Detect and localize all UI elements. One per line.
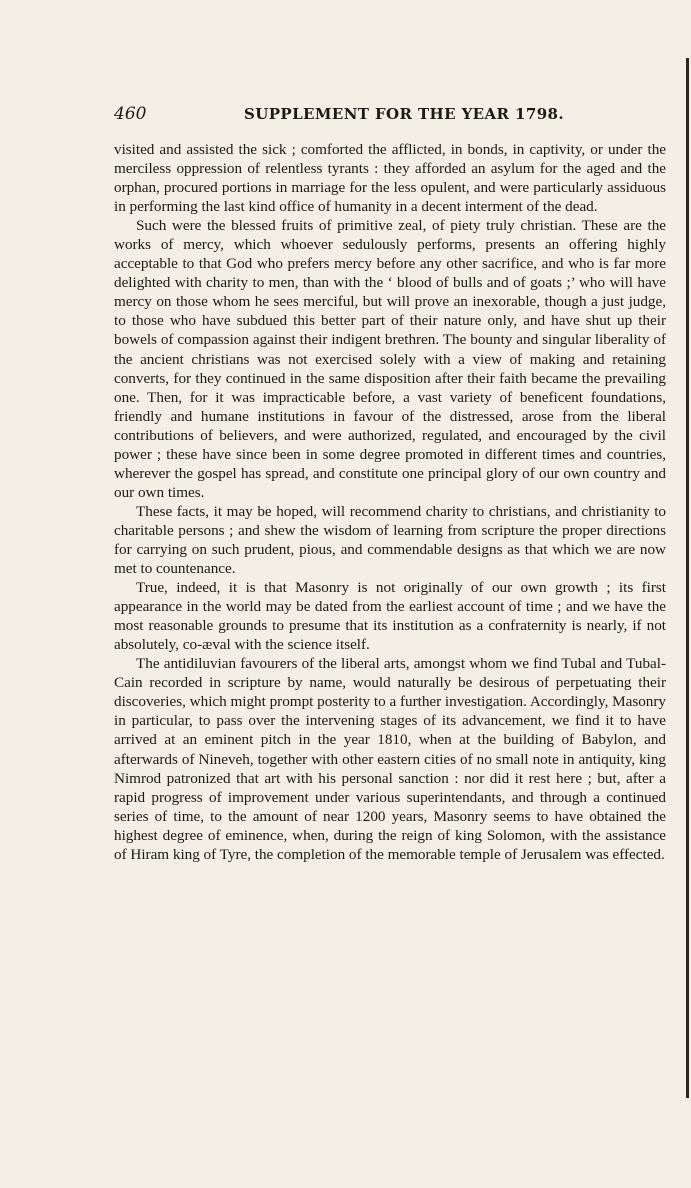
paragraph-4: True, indeed, it is that Masonry is not originally of our own growth ; its first appearance in the world may be dated from the earliest account of time ; and we have the most reasonable grounds to presume that its institution as a confraternity is nearly, if not absolutely, co-æval with the science itself. <box>114 579 666 654</box>
page-number: 460 <box>114 104 147 124</box>
paragraph-1: visited and assisted the sick ; comforted the afflicted, in bonds, in captivity, or under the merciless oppression of relentless tyrants : they afforded an asylum for the aged and the orphan, procured portions in marriage for the less opulent, and were particularly assiduous in performing the last kind office of humanity in a decent interment of the dead. <box>114 141 666 216</box>
body-text <box>114 140 666 864</box>
paragraph-5: The antidiluvian favourers of the liberal arts, amongst whom we find Tubal and Tubal-Cain recorded in scripture by name, would naturally be desirous of perpetuating their discoveries, which might prompt posterity to a further investigation. Accordingly, Masonry in particular, to pass over the intervening stages of its advancement, we find it to have arrived at an eminent pitch in the year 1810, when at the building of Babylon, and afterwards of Nineveh, together with other eastern cities of no small note in antiquity, king Nimrod patronized that art with his personal sanction : nor did it rest here ; but, after a rapid progress of improvement under various superintendants, and through a continued series of time, to the amount of near 1200 years, Masonry seems to have obtained the highest degree of eminence, when, during the reign of king Solomon, with the assistance of Hiram king of Tyre, the completion of the memorable temple of Jerusalem was effected. <box>114 655 666 863</box>
page-header <box>114 104 680 130</box>
paragraph-2: Such were the blessed fruits of primitive zeal, of piety truly christian. These are the works of mercy, which whoever sedulously performs, presents an offering highly acceptable to that God who prefers mercy before any other sacrifice, and who is far more delighted with charity to men, than with the ‘ blood of bulls and of goats ;’ who will have mercy on those whom he sees merciful, but will prove an inexorable, though a just judge, to those who have subdued this better part of their nature only, and have shut up their bowels of compassion against their indigent brethren. The bounty and singular liberality of the ancient christians was not exercised solely with a view of making and retaining converts, for they continued in the same disposition after their faith became the prevailing one. Then, for it was impracticable before, a vast variety of beneficent foundations, friendly and humane institutions in favour of the distressed, arose from the liberal contributions of believers, and were authorized, regulated, and encouraged by the civil power ; these have since been in some degree promoted in different times and countries, wherever the gospel has spread, and constitute one principal glory of our own country and our own times. <box>114 217 666 501</box>
page-edge-shadow <box>686 58 689 1098</box>
running-title: SUPPLEMENT FOR THE YEAR 1798. <box>244 105 565 123</box>
paragraph-3: These facts, it may be hoped, will recommend charity to christians, and christianity to charitable persons ; and shew the wisdom of learning from scripture the proper directions for carrying on such prudent, pious, and commendable designs as that which we are now met to countenance. <box>114 502 666 578</box>
